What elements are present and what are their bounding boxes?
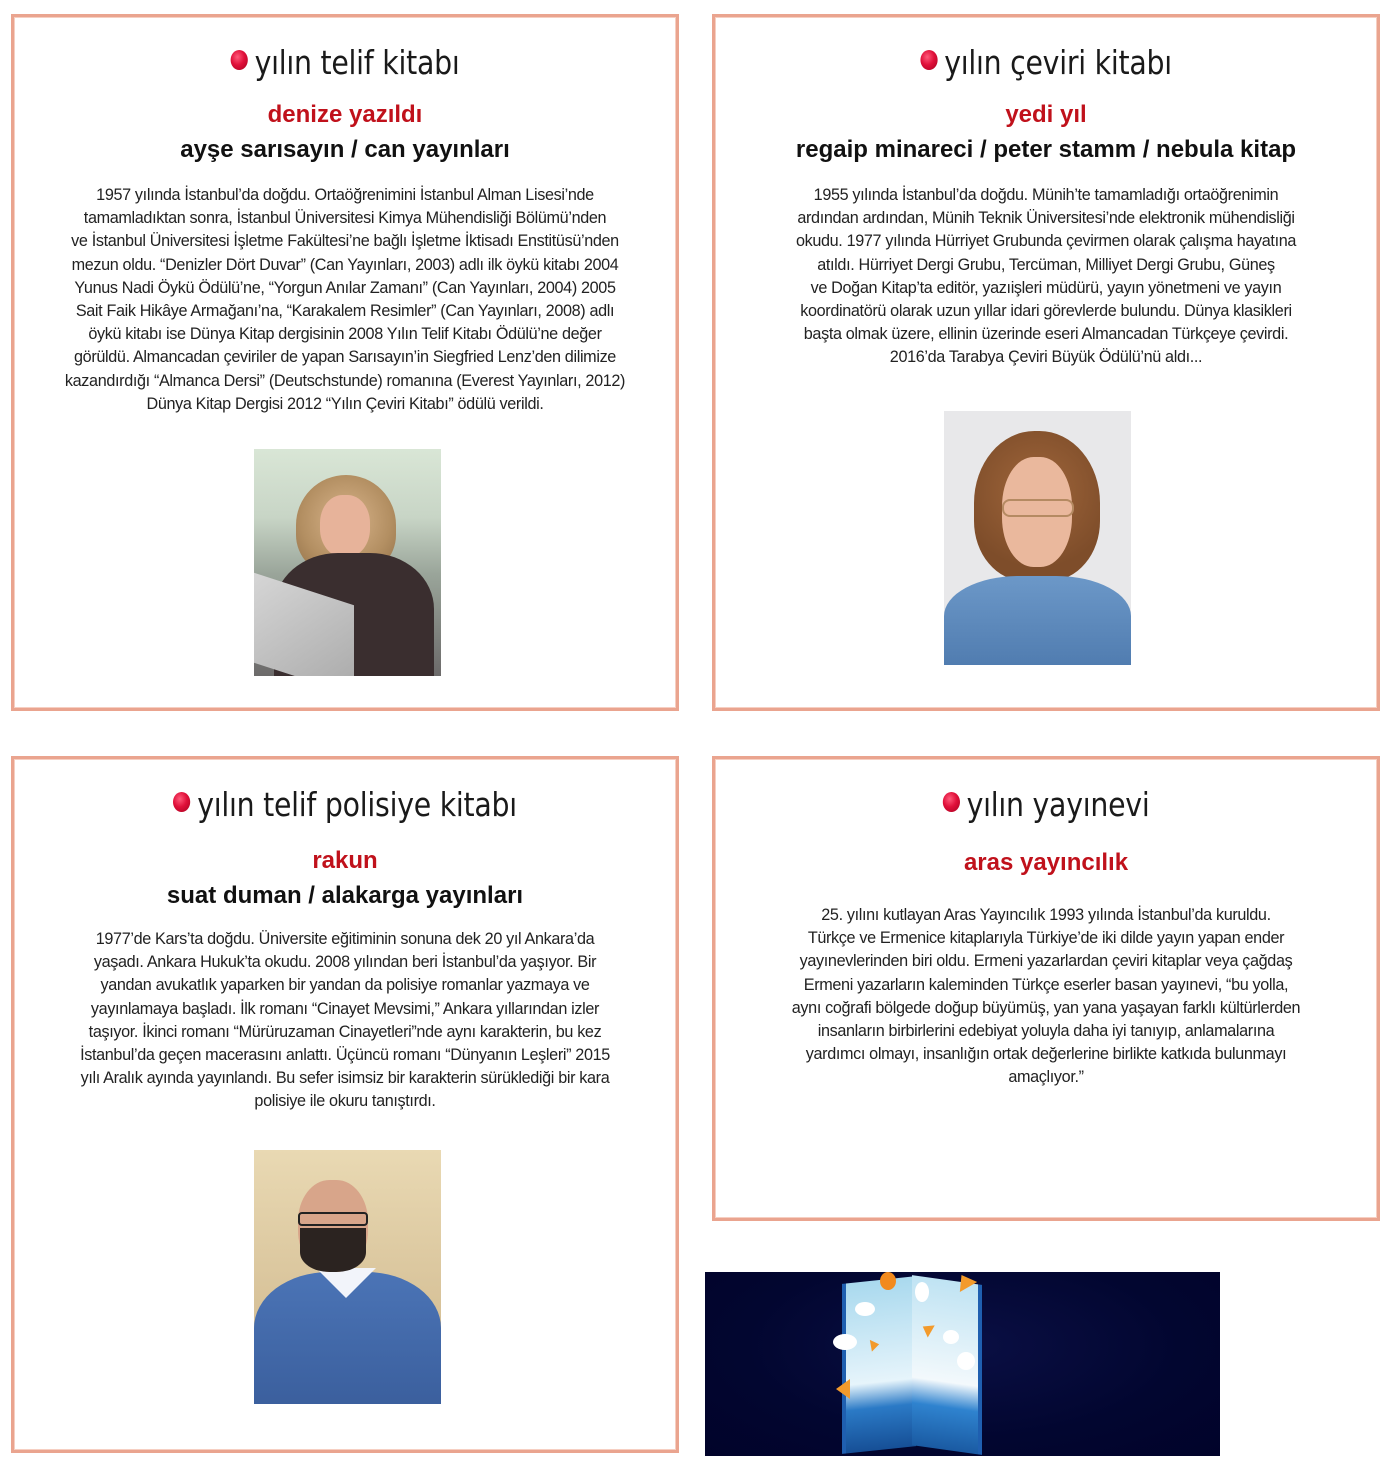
award-card-telif-kitabi (11, 14, 679, 711)
cloud-icon (833, 1334, 857, 1350)
translator-photo (944, 411, 1131, 665)
category-heading (60, 785, 629, 824)
sun-icon (880, 1272, 896, 1290)
cloud-icon (957, 1352, 975, 1370)
book-credit: ayşe sarısayın / can yayınları (180, 136, 510, 163)
book-title: denize yazıldı (267, 101, 423, 128)
book-title: rakun (312, 847, 378, 874)
category-label: yılın çeviri kitabı (944, 43, 1172, 82)
open-book-illustration (705, 1272, 1220, 1456)
bio-text: 1955 yılında İstanbul’da doğdu. Münih’te tamamladığı ortaöğrenimin ardından ardından, Münih Teknik Üniversitesi’nde elektronik mühendisliği okudu. 1977 yılında Hürriyet Grubunda çevirmen olarak çalışma hayatına atıldı. Hürriyet Dergi Grubu, Tercüman, Milliyet Dergi Grubu, Güneş ve Doğan Kitap’ta editör, yazıişleri müdürü, yayın yönetmeni ve yayın koordinatörü olarak uzun yıllar idari görevlerde bulundu. Dünya klasikleri başta olmak üzere, ellinin üzerinde eseri Almancadan Türkçeye çevirdi. 2016’da Tarabya Çeviri Büyük Ödülü’nü aldı... (795, 186, 1297, 367)
category-heading (60, 43, 629, 82)
cloud-icon (855, 1302, 875, 1316)
award-card-ceviri-kitabi (712, 14, 1380, 711)
paper-plane-icon (836, 1379, 850, 1399)
category-heading (761, 785, 1330, 824)
award-card-yayinevi (712, 756, 1380, 1221)
category-label: yılın telif polisiye kitabı (197, 785, 517, 824)
category-label: yılın telif kitabı (254, 43, 460, 82)
cloud-icon (943, 1330, 959, 1344)
cloud-icon (915, 1282, 929, 1302)
book-title: yedi yıl (1005, 101, 1087, 128)
bullet-dot-icon (920, 50, 937, 70)
publisher-name: aras yayıncılık (963, 849, 1129, 876)
book-credit: regaip minareci / peter stamm / nebula kitap (795, 136, 1297, 163)
bullet-dot-icon (943, 792, 960, 812)
bullet-dot-icon (173, 792, 190, 812)
bio-text: 1957 yılında İstanbul’da doğdu. Ortaöğrenimini İstanbul Alman Lisesi’nde tamamladıktan sonra, İstanbul Üniversitesi Kimya Mühendisliği Bölümü’nden ve İstanbul Üniversitesi İşletme Fakültesi’ne bağlı İşletme İktisadı Enstitüsü’nden mezun oldu. “Denizler Dört Duvar” (Can Yayınları, 2003) adlı ilk öykü kitabı 2004 Yunus Nadi Öykü Ödülü’ne, “Yorgun Anılar Zamanı” (Can Yayınları, 2004) 2005 Sait Faik Hikâye Armağanı’na, “Karakalem Resimler” (Can Yayınları, 2008) adlı öykü kitabı ise Dünya Kitap dergisinin 2008 Yılın Telif Kitabı Ödülü’ne değer görüldü. Almancadan çeviriler de yapan Sarısayın’in Siegfried Lenz’den dilimize kazandırdığı “Almanca Dersi” (Deutschstunde) romanına (Everest Yayınları, 2012) Dünya Kitap Dergisi 2012 “Yılın Çeviri Kitabı” ödülü verildi. (64, 186, 626, 413)
bullet-dot-icon (230, 50, 247, 70)
award-card-telif-polisiye (11, 756, 679, 1453)
author-photo (254, 1150, 441, 1404)
category-heading (761, 43, 1330, 82)
book-credit: suat duman / alakarga yayınları (166, 882, 524, 909)
author-photo (254, 449, 441, 676)
bio-text: 25. yılını kutlayan Aras Yayıncılık 1993 yılında İstanbul’da kuruldu. Türkçe ve Ermenice kitaplarıyla Türkiye’de iki dilde yayın yapan ender yayınevlerinden biri oldu. Ermeni yazarlardan çeviri kitaplar veya çağdaş Ermeni yazarların kaleminden Türkçe eserler basan yayınevi, “bu yolla, aynı coğrafi bölgede doğup büyümüş, yan yana yaşayan farklı kültürlerden insanların birbirlerini edebiyat yoluyla daha iyi tanıyıp, anlamalarına yardımcı olmayı, insanlığın ortak değerlerine birlikte katkıda bulunmayı amaçlıyor.” (791, 906, 1301, 1087)
category-label: yılın yayınevi (966, 785, 1150, 824)
bio-text: 1977’de Kars’ta doğdu. Üniversite eğitiminin sonuna dek 20 yıl Ankara’da yaşadı. Ankara Hukuk’ta okudu. 2008 yılından beri İstanbul’da yaşıyor. Bir yandan avukatlık yaparken bir yandan da polisiye romanlar yazmaya ve yayınlamaya başladı. İlk romanı “Cinayet Mevsimi,” Ankara yıllarından izler taşıyor. İkinci romanı “Mürüruzaman Cinayetleri”nde aynı karakterin, bu kez İstanbul’da geçen macerasını anlattı. Üçüncü romanı “Dünyanın Leşleri” 2015 yılı Aralık ayında yayınlandı. Bu sefer isimsiz bir karakterin sürüklediği bir kara polisiye ile okuru tanıştırdı. (80, 930, 610, 1111)
book-left-page (842, 1276, 916, 1454)
paper-plane-icon (870, 1338, 880, 1351)
